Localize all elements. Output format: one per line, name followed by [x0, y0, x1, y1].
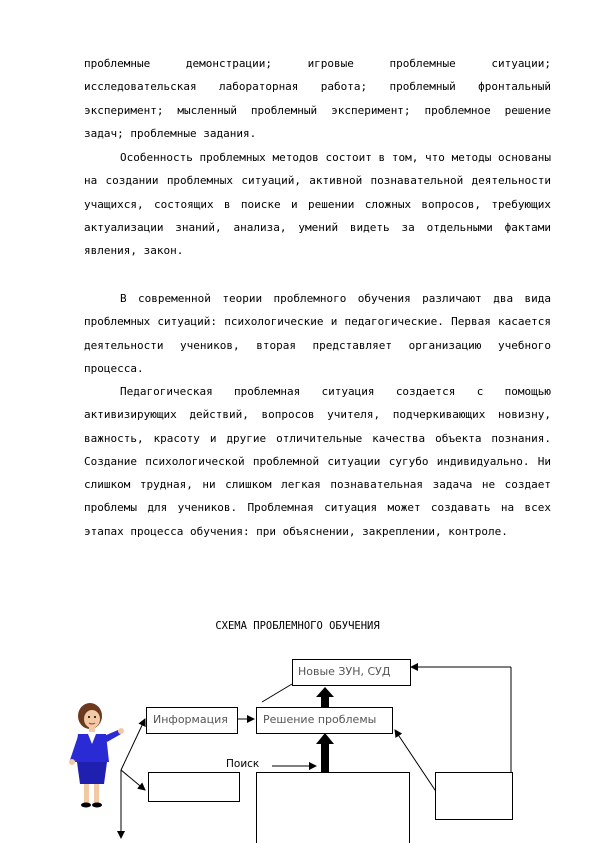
- box-problem-solving-label: Решение проблемы: [263, 713, 377, 726]
- thick-arrow-up-2-shaft: [321, 742, 329, 772]
- box-new-knowledge-label: Новые ЗУН, СУД: [298, 665, 391, 678]
- thick-arrow-up-1-shaft: [321, 696, 329, 707]
- thick-arrow-up-1-head: [316, 687, 334, 697]
- box-information: [146, 707, 238, 734]
- top-to-info-line: [262, 684, 292, 702]
- label-search: Поиск: [226, 758, 260, 770]
- paragraph-3: В современной теории проблемного обучения различают два вида проблемных ситуаций: психологические и педагогические. Первая касается деятельности учеников, вторая представляет организацию учебного процесса.: [84, 292, 551, 375]
- diagram-title: СХЕМА ПРОБЛЕМНОГО ОБУЧЕНИЯ: [215, 620, 380, 632]
- box-information-label: Информация: [153, 713, 228, 726]
- paragraph-4: Педагогическая проблемная ситуация создается с помощью активизирующих действий, вопросов учителя, подчеркивающих новизну, важность, красоту и другие отличительные качества объекта познания. Создание психологической проблемной ситуации сугубо индивидуально. Ни слишком трудная, ни слишком легкая познавательная задача не создает проблемы для учеников. Проблемная ситуация может создавать на всех этапах процесса обучения: при объяснении, закреплении, контроле.: [84, 385, 551, 538]
- box-bottom-right: [435, 772, 513, 820]
- box-problem-solving: [256, 707, 393, 734]
- box-bottom-left: [148, 772, 240, 802]
- paragraph-1: проблемные демонстрации; игровые проблемные ситуации; исследовательская лабораторная работа; проблемный фронтальный эксперимент; мысленный проблемный эксперимент; проблемное решение задач; проблемные задания.: [84, 57, 551, 140]
- box-new-knowledge: [292, 659, 411, 686]
- paragraph-2: Особенность проблемных методов состоит в том, что методы основаны на создании проблемных ситуаций, активной познавательной деятельности учащихся, состоящих в поиске и решении сложных вопросов, требующих актуализации знаний, анализа, умений видеть за отдельными фактами явления, закон.: [84, 151, 551, 258]
- thick-arrow-up-2-head: [316, 733, 334, 744]
- teacher-to-box-arrow: [121, 770, 145, 790]
- teacher-to-info-arrow: [121, 719, 145, 770]
- teacher-illustration: [69, 703, 124, 808]
- box-bottom-center: [256, 772, 410, 843]
